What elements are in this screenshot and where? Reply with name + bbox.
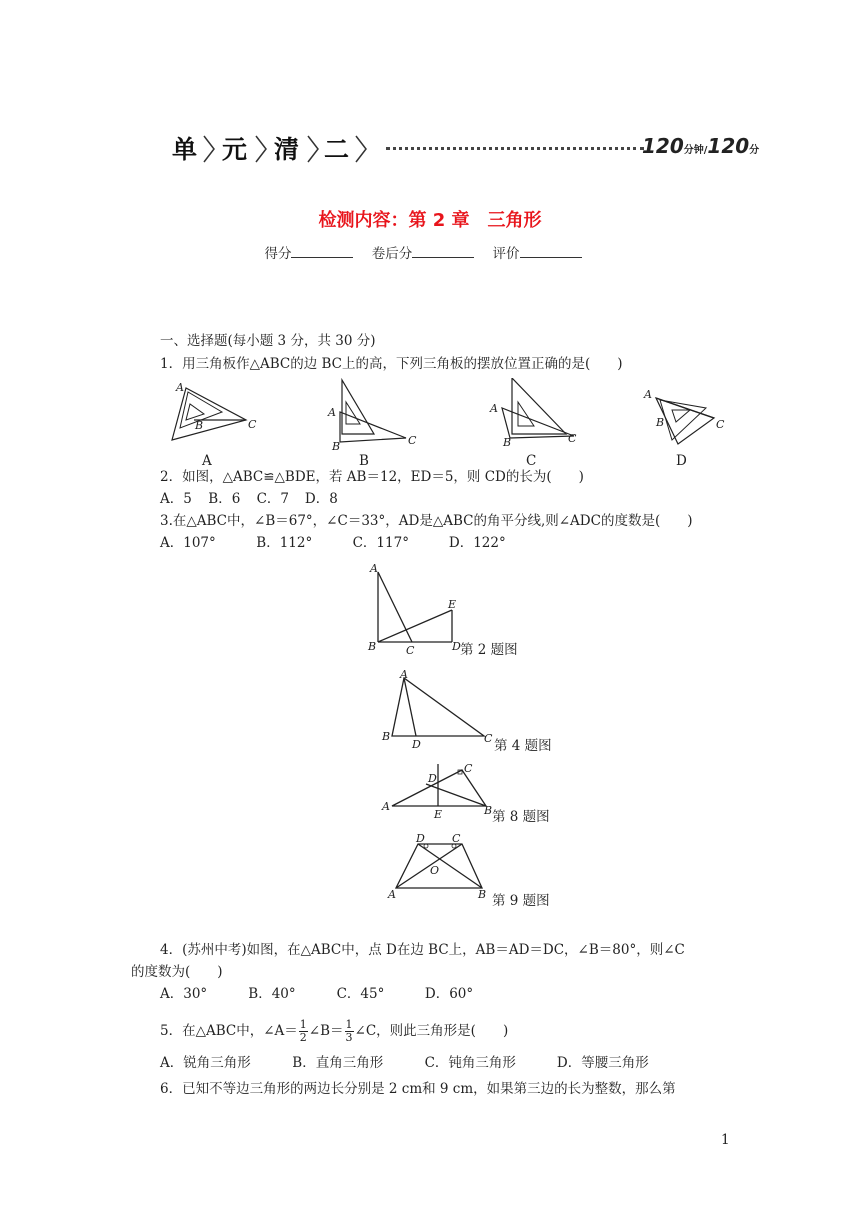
- q5-prefix: 5．在△ABC中，∠A＝: [160, 1023, 298, 1039]
- svg-text:C: C: [568, 432, 577, 445]
- svg-text:A: A: [400, 668, 408, 681]
- q4-option-c: C．45°: [336, 986, 385, 1002]
- q5-option-d: D．等腰三角形: [556, 1055, 649, 1071]
- question-5: [160, 1016, 508, 1046]
- banner-char-4: 二: [324, 135, 350, 164]
- question-1: 1．用三角板作△ABC的边 BC上的高，下列三角板的摆放位置正确的是( ): [160, 356, 623, 372]
- q3-option-c: C．117°: [352, 535, 409, 551]
- svg-text:A: A: [388, 888, 396, 900]
- chevron-icon: [202, 134, 216, 164]
- svg-text:A: A: [328, 406, 336, 419]
- q5-option-b: B．直角三角形: [292, 1055, 384, 1071]
- dotted-rule: [386, 147, 644, 150]
- svg-text:B: B: [368, 640, 377, 653]
- svg-text:E: E: [448, 598, 457, 611]
- question-3: 3.在△ABC中，∠B＝67°，∠C＝33°，AD是△ABC的角平分线,则∠ADC的度数是( ): [160, 513, 693, 529]
- svg-text:O: O: [430, 864, 440, 877]
- score-value: 120: [707, 134, 750, 158]
- option-label-a: A: [202, 453, 212, 469]
- svg-text:B: B: [484, 804, 493, 817]
- svg-text:C: C: [716, 418, 725, 431]
- fraction-1-denominator: 2: [299, 1031, 307, 1044]
- time-unit: 分钟/: [683, 145, 708, 156]
- figure-2: [364, 560, 474, 658]
- figure-8: [380, 754, 500, 822]
- q2-option-c: C．7: [256, 491, 290, 507]
- option-label-b: B: [359, 453, 369, 469]
- q4-option-d: D．60°: [424, 986, 474, 1002]
- svg-text:C: C: [464, 762, 473, 775]
- svg-text:D: D: [452, 640, 461, 653]
- q5-suffix: ∠C，则此三角形是( ): [354, 1023, 509, 1039]
- question-6: 6．已知不等边三角形的两边长分别是 2 cm和 9 cm，如果第三边的长为整数，那么第: [160, 1081, 676, 1097]
- figure-9-caption: 第 9 题图: [492, 893, 550, 909]
- question-2-options: [160, 490, 349, 508]
- page-number: 1: [721, 1132, 730, 1148]
- question-2: 2．如图，△ABC≌△BDE，若 AB＝12，ED＝5，则 CD的长为( ): [160, 469, 584, 485]
- figure-9: [386, 830, 496, 900]
- svg-text:E: E: [434, 808, 443, 821]
- q4-option-a: A．30°: [160, 986, 208, 1002]
- svg-text:B: B: [478, 888, 487, 900]
- banner-char-2: 元: [222, 135, 248, 164]
- question-5-options: [160, 1054, 685, 1072]
- chevron-icon: [354, 134, 368, 164]
- question-4-options: [160, 985, 509, 1003]
- score-unit: 分: [749, 145, 760, 156]
- time-score-badge: [642, 134, 759, 158]
- q5-option-a: A．锐角三角形: [160, 1055, 251, 1071]
- svg-text:B: B: [332, 440, 341, 453]
- q5-option-c: C．钝角三角形: [424, 1055, 516, 1071]
- fraction-2-numerator: 1: [345, 1018, 353, 1031]
- question-4-line-1: 4．(苏州中考)如图，在△ABC中，点 D在边 BC上，AB＝AD＝DC，∠B＝80°，则∠C: [160, 942, 685, 958]
- svg-text:B: B: [382, 730, 391, 743]
- svg-text:C: C: [408, 434, 417, 447]
- svg-text:B: B: [195, 419, 204, 432]
- svg-text:A: A: [490, 402, 498, 415]
- figure-option-d: [643, 388, 725, 444]
- question-3-options: [160, 534, 541, 552]
- eval-label: 评价: [492, 246, 520, 262]
- figure-option-b: [327, 380, 417, 453]
- q2-option-a: A．5: [160, 491, 192, 507]
- fraction-2: [345, 1019, 354, 1044]
- option-label-c: C: [526, 453, 537, 469]
- svg-text:A: A: [176, 381, 184, 394]
- svg-text:C: C: [248, 418, 257, 431]
- svg-text:B: B: [656, 416, 665, 429]
- fraction-1-numerator: 1: [299, 1018, 307, 1031]
- question-1-figures: [160, 378, 760, 466]
- fraction-2-denominator: 3: [345, 1031, 353, 1044]
- svg-text:C: C: [484, 732, 493, 745]
- chevron-icon: [254, 134, 268, 164]
- svg-text:A: A: [382, 800, 390, 813]
- q5-mid: ∠B＝: [308, 1023, 344, 1039]
- svg-text:D: D: [412, 738, 421, 751]
- svg-text:B: B: [503, 436, 512, 449]
- unit-banner: [172, 130, 762, 170]
- q3-option-b: B．112°: [256, 535, 313, 551]
- banner-char-1: 单: [172, 135, 198, 164]
- svg-text:A: A: [644, 388, 652, 401]
- q3-option-a: A．107°: [160, 535, 216, 551]
- svg-text:C: C: [452, 832, 461, 845]
- score-blank: [291, 245, 353, 258]
- svg-text:D: D: [416, 832, 425, 845]
- svg-text:A: A: [370, 562, 378, 575]
- banner-char-3: 清: [274, 135, 300, 164]
- time-value: 120: [642, 134, 684, 158]
- back-score-blank: [412, 245, 474, 258]
- figure-2-caption: 第 2 题图: [460, 642, 518, 658]
- q2-option-d: D．8: [304, 491, 338, 507]
- svg-text:C: C: [406, 644, 415, 657]
- score-row: [0, 242, 860, 262]
- option-label-d: D: [676, 453, 687, 469]
- figure-4: [380, 668, 500, 752]
- q3-option-d: D．122°: [448, 535, 506, 551]
- fraction-1: [299, 1019, 308, 1044]
- question-4-line-2: 的度数为( ): [131, 964, 223, 980]
- svg-text:D: D: [428, 772, 437, 785]
- score-label: 得分: [264, 246, 292, 262]
- q4-option-b: B．40°: [248, 986, 296, 1002]
- figure-8-caption: 第 8 题图: [492, 809, 550, 825]
- section-heading: 一、选择题(每小题 3 分，共 30 分): [160, 333, 376, 349]
- page-title: 检测内容：第 2 章 三角形: [318, 210, 542, 231]
- figure-option-a: [172, 381, 257, 440]
- figure-option-c: [489, 378, 577, 449]
- eval-blank: [520, 245, 582, 258]
- chevron-icon: [306, 134, 320, 164]
- back-score-label: 卷后分: [371, 246, 413, 262]
- q2-option-b: B．6: [208, 491, 241, 507]
- figure-4-caption: 第 4 题图: [494, 738, 552, 754]
